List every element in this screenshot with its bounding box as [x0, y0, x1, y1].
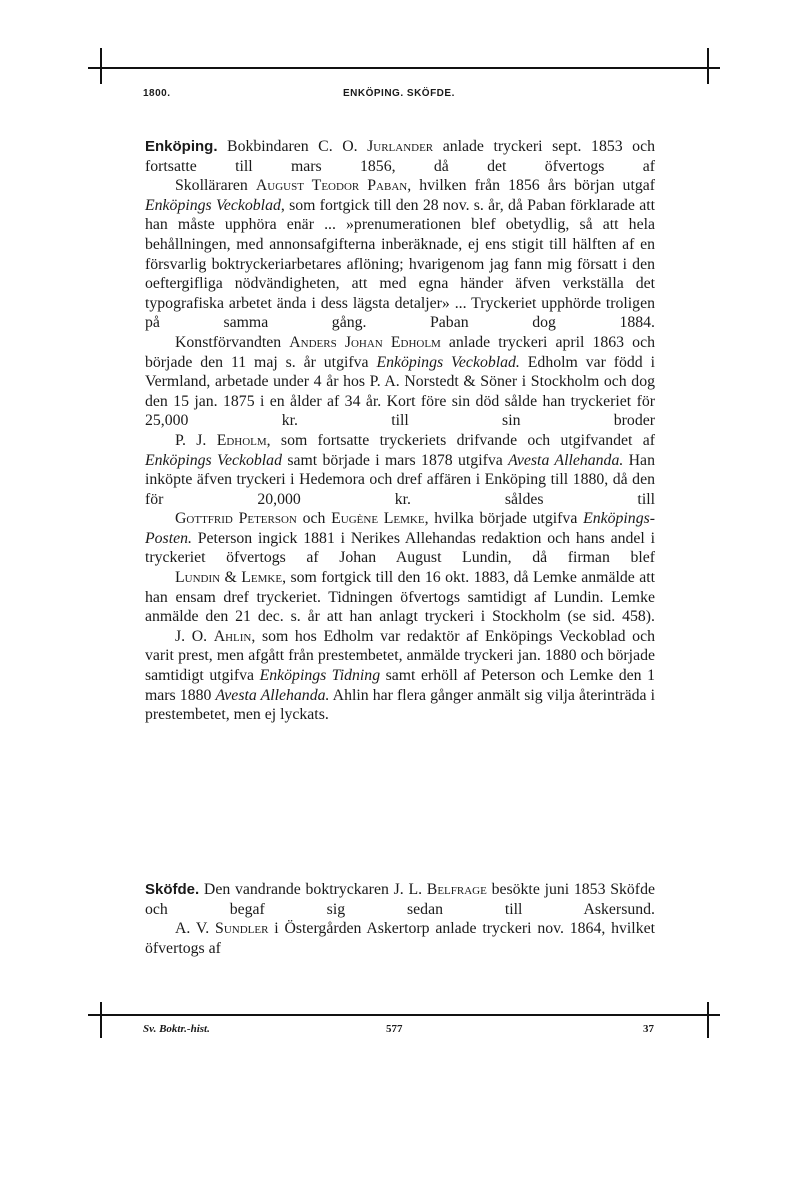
- skofde-paragraph-2: A. V. Sundler i Östergården Askertorp anlade tryckeri nov. 1864, hvilket öfvertogs af: [145, 920, 655, 957]
- person-name: Ahlin: [213, 627, 252, 645]
- enkoping-paragraph-3: Konstförvandten Anders Johan Edholm anlade tryckeri april 1863 och började den 11 maj s. år utgifva Enköpings Veckoblad. Edholm var född i Vermland, arbetade under 4 år hos P. A. Norstedt & Söner i Stockholm och dog den 15 jan. 1875 i en ålder af 34 år. Kort före sin död sålde han tryckeriet för 25,000 kr. till sin broder: [145, 333, 655, 430]
- person-name: Jurlander: [367, 138, 434, 155]
- footer-page-number: 37: [643, 1023, 654, 1035]
- section-heading-enkoping: Enköping.: [145, 138, 218, 155]
- top-rule: [88, 67, 720, 69]
- bottom-left-tick: [100, 1002, 102, 1038]
- top-right-tick: [707, 48, 709, 84]
- bottom-right-tick: [707, 1002, 709, 1038]
- running-title: ENKÖPING. SKÖFDE.: [343, 88, 455, 99]
- enkoping-paragraph-4: P. J. Edholm, som fortsatte tryckeriets drifvande och utgifvandet af Enköpings Veckoblad samt började i mars 1878 utgifva Avesta Allehanda. Han inköpte äfven tryckeri i Hedemora och dref affären i Enköping till 1880, då den för 20,000 kr. såldes till: [145, 431, 656, 508]
- person-name: Gottfrid Peterson: [175, 510, 297, 528]
- person-name: Anders Johan Edholm: [289, 333, 441, 351]
- person-name: Sundler: [215, 920, 269, 938]
- newspaper-title: Enköpings Veckoblad.: [376, 353, 520, 371]
- top-left-tick: [100, 48, 102, 84]
- enkoping-section: [145, 137, 655, 725]
- person-name: Eugène Lemke: [331, 510, 425, 528]
- enkoping-paragraph-2: Skolläraren August Teodor Paban, hvilken från 1856 års början utgaf Enköpings Veckoblad, som fortgick till den 28 nov. s. år, då Paban förklarade att han måste upphöra enär ... »prenumerationen blef obetydlig, så att hela behållningen, med annonsafgifterna inberäknade, ej ens stigit till hälften af en försvarlig boktryckeriarbetares aflöning; hvarigenom jag fann mig försatt i den oeftergifliga nödvändigheten, att med egna händer äfven verkställa det typografiska arbetet ända i dess lägsta detaljer» ... Tryckeriet upphörde troligen på samma gång. Paban dog 1884.: [145, 177, 656, 332]
- newspaper-title: Enköpings Veckoblad: [145, 196, 281, 214]
- footer-sheet-number: 577: [386, 1023, 403, 1035]
- skofde-paragraph-1: Sköfde. Den vandrande boktryckaren J. L. Belfrage besökte juni 1853 Sköfde och begaf sig sedan till Askersund.: [145, 881, 655, 918]
- newspaper-title: Enköpings Tidning: [259, 667, 381, 685]
- newspaper-title: Avesta Allehanda.: [508, 451, 624, 469]
- person-name: Belfrage: [426, 881, 487, 898]
- person-name: Edholm: [216, 431, 267, 449]
- enkoping-paragraph-5: Gottfrid Peterson och Eugène Lemke, hvilka började utgifva Enköpings-Posten. Peterson ingick 1881 i Nerikes Allehandas redaktion och hans andel i tryckeriet öfvertogs af Johan August Lundin, då firman blef: [145, 510, 656, 567]
- footer-signature: Sv. Boktr.-hist.: [143, 1023, 210, 1035]
- enkoping-paragraph-6: Lundin & Lemke, som fortgick till den 16 okt. 1883, då Lemke anmälde att han ensam dref tryckeriet. Tidningen öfvertogs samtidigt af Lundin. Lemke anmälde den 21 dec. s. år att han anlagt tryckeri i Stockholm (se sid. 458).: [145, 569, 655, 626]
- bottom-rule: [88, 1014, 720, 1016]
- firm-name: Lundin & Lemke: [175, 569, 283, 587]
- enkoping-paragraph-7: J. O. Ahlin, som hos Edholm var redaktör af Enköpings Veckoblad och varit prest, men afgått från prestembetet, anmälde tryckeri jan. 1880 och började samtidigt utgifva Enköpings Tidning samt erhöll af Peterson och Lemke den 1 mars 1880 Avesta Allehanda. Ahlin har flera gånger anmält sig vilja återinträda i prestembetet, men ej lyckats.: [145, 627, 655, 724]
- skofde-section: [145, 880, 655, 958]
- person-name: August Teodor Paban: [255, 177, 408, 195]
- newspaper-title: Enköpings Veckoblad: [145, 451, 282, 469]
- section-heading-skofde: Sköfde.: [145, 881, 200, 898]
- newspaper-title: Avesta Allehanda.: [215, 686, 330, 704]
- enkoping-paragraph-1: Enköping. Bokbindaren C. O. Jurlander anlade tryckeri sept. 1853 och fortsatte till mars 1856, då det öfvertogs af: [145, 138, 655, 175]
- header-year: 1800.: [143, 88, 171, 99]
- newspaper-title: Enköpings-Posten.: [145, 510, 656, 547]
